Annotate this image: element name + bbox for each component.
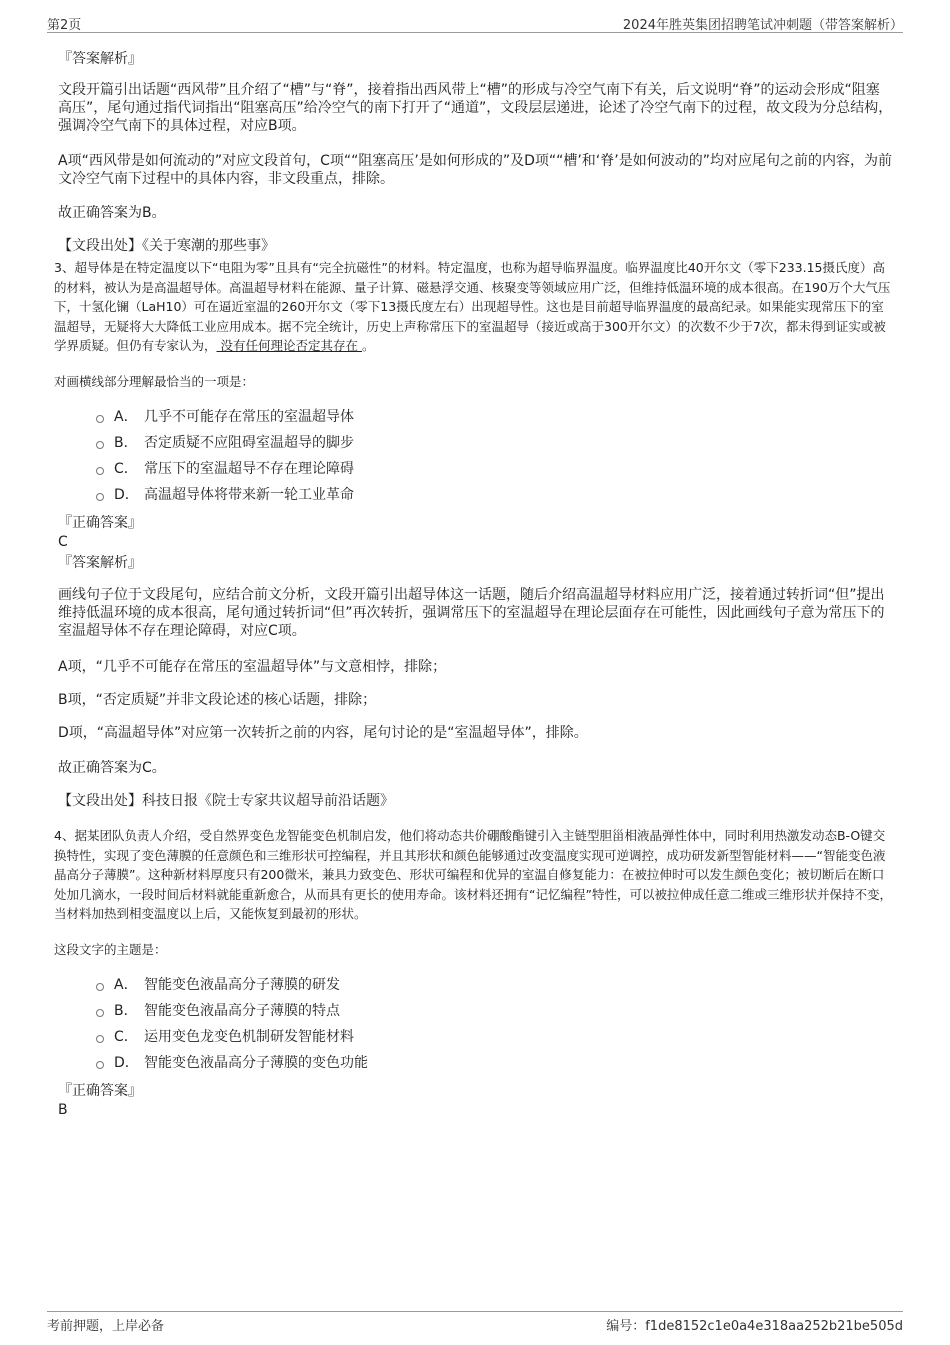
option-c[interactable]: C． 常压下的室温超导不存在理论障碍: [96, 460, 354, 478]
option-b[interactable]: B． 智能变色液晶高分子薄膜的特点: [96, 1002, 340, 1020]
radio-icon[interactable]: [96, 1061, 104, 1069]
footer-slogan: 考前押题，上岸必备: [47, 1319, 165, 1334]
analysis-paragraph: D项，“高温超导体”对应第一次转折之前的内容，尾句讨论的是“室温超导体”，排除。: [58, 725, 588, 741]
analysis-label: 『答案解析』: [58, 51, 142, 67]
question-4-stem: 4、据某团队负责人介绍，受自然界变色龙智能变色机制启发，他们将动态共价硼酸酯键引入主链型胆甾相液晶弹性体中，同时利用热激发动态B-O键交换特性，实现了变色薄膜的任意颜色和三维形状可控编程，并且其形状和颜色能够通过改变温度实现可逆调控，成功研发新型智能材料——“智能变色液晶高分子薄膜”。这种新材料厚度只有200微米，兼具力致变色、形状可编程和优异的室温自修复能力：在被拉伸时可以发生颜色变化；被切断后在断口处加几滴水，一段时间后材料就能重新愈合，从而具有更长的使用寿命。该材料还拥有“记忆编程”特性，可以被拉伸成任意二维或三维形状并保持不变，当材料加热到相变温度以上后，又能恢复到最初的形状。: [54, 828, 892, 921]
document-id: 编号：f1de8152c1e0a4e318aa252b21be505d: [606, 1319, 903, 1334]
page-number: 第2页: [47, 18, 82, 33]
conclusion: 故正确答案为B。: [58, 205, 166, 221]
option-d[interactable]: D． 智能变色液晶高分子薄膜的变色功能: [96, 1054, 368, 1072]
conclusion: 故正确答案为C。: [58, 760, 166, 776]
option-c[interactable]: C． 运用变色龙变色机制研发智能材料: [96, 1028, 354, 1046]
radio-icon[interactable]: [96, 1009, 104, 1017]
source-citation: 【文段出处】《关于寒潮的那些事》: [58, 238, 275, 254]
analysis-paragraph: 文段开篇引出话题“西风带”且介绍了“槽”与“脊”，接着指出西风带上“槽”的形成与冷空气南下有关，后文说明“脊”的运动会形成“阻塞高压”，尾句通过指代词指出“阻塞高压”给冷空气的南下打开了“通道”，文段层层递进，论述了冷空气南下的过程，故文段为分总结构，强调冷空气南下的具体过程，对应B项。: [58, 82, 893, 134]
correct-answer: C: [58, 534, 68, 550]
radio-icon[interactable]: [96, 983, 104, 991]
document-title: 2024年胜英集团招聘笔试冲刺题（带答案解析）: [622, 18, 903, 33]
radio-icon[interactable]: [96, 467, 104, 475]
analysis-label: 『答案解析』: [58, 555, 142, 571]
radio-icon[interactable]: [96, 415, 104, 423]
question-4-prompt: 这段文字的主题是：: [54, 942, 167, 957]
radio-icon[interactable]: [96, 1035, 104, 1043]
correct-answer: B: [58, 1102, 68, 1118]
analysis-paragraph: 画线句子位于文段尾句，应结合前文分析，文段开篇引出超导体这一话题，随后介绍高温超导材料应用广泛，接着通过转折词“但”提出维持低温环境的成本很高，尾句通过转折词“但”再次转折，强调常压下的室温超导在理论层面存在可能性，因此画线句子意为常压下的室温超导体不存在理论障碍，对应C项。: [58, 587, 885, 639]
option-a[interactable]: A． 智能变色液晶高分子薄膜的研发: [96, 976, 340, 994]
question-3-stem: 3、超导体是在特定温度以下“电阻为零”且具有“完全抗磁性”的材料。特定温度，也称为超导临界温度。临界温度比40开尔文（零下233.15摄氏度）高的材料，被认为是高温超导体。高温超导材料在能源、量子计算、磁悬浮交通、核聚变等领域应用广泛，但维持低温环境的成本很高。在190万个大气压下，十氢化镧（LaH10）可在逼近室温的260开尔文（零下13摄氏度左右）出现超导性。这也是目前超导临界温度的最高纪录。如果能实现常压下的室温超导，无疑将大大降低工业应用成本。据不完全统计，历史上声称常压下的室温超导（接近或高于300开尔文）的次数不少于7次，都未得到证实或被学界质疑。但仍有专家认为， 没有任何理论否定其存在 。: [54, 260, 891, 353]
page-header: [47, 12, 903, 33]
question-3-prompt: 对画横线部分理解最恰当的一项是：: [54, 374, 255, 389]
answer-label: 『正确答案』: [58, 515, 142, 531]
analysis-paragraph: A项“西风带是如何流动的”对应文段首句，C项““阻塞高压’是如何形成的”及D项““槽’和‘脊’是如何波动的”均对应尾句之前的内容，为前文冷空气南下过程中的具体内容，非文段重点，排除。: [58, 153, 892, 187]
answer-label: 『正确答案』: [58, 1083, 142, 1099]
option-b[interactable]: B． 否定质疑不应阻碍室温超导的脚步: [96, 434, 354, 452]
radio-icon[interactable]: [96, 441, 104, 449]
option-d[interactable]: D． 高温超导体将带来新一轮工业革命: [96, 486, 354, 504]
page-footer: [47, 1311, 903, 1334]
analysis-paragraph: B项，“否定质疑”并非文段论述的核心话题，排除；: [58, 692, 377, 708]
source-citation: 【文段出处】科技日报《院士专家共议超导前沿话题》: [58, 793, 394, 809]
radio-icon[interactable]: [96, 493, 104, 501]
underlined-phrase: 没有任何理论否定其存在: [216, 338, 362, 353]
analysis-paragraph: A项，“几乎不可能存在常压的室温超导体”与文意相悖，排除；: [58, 659, 447, 675]
option-a[interactable]: A． 几乎不可能存在常压的室温超导体: [96, 408, 354, 426]
